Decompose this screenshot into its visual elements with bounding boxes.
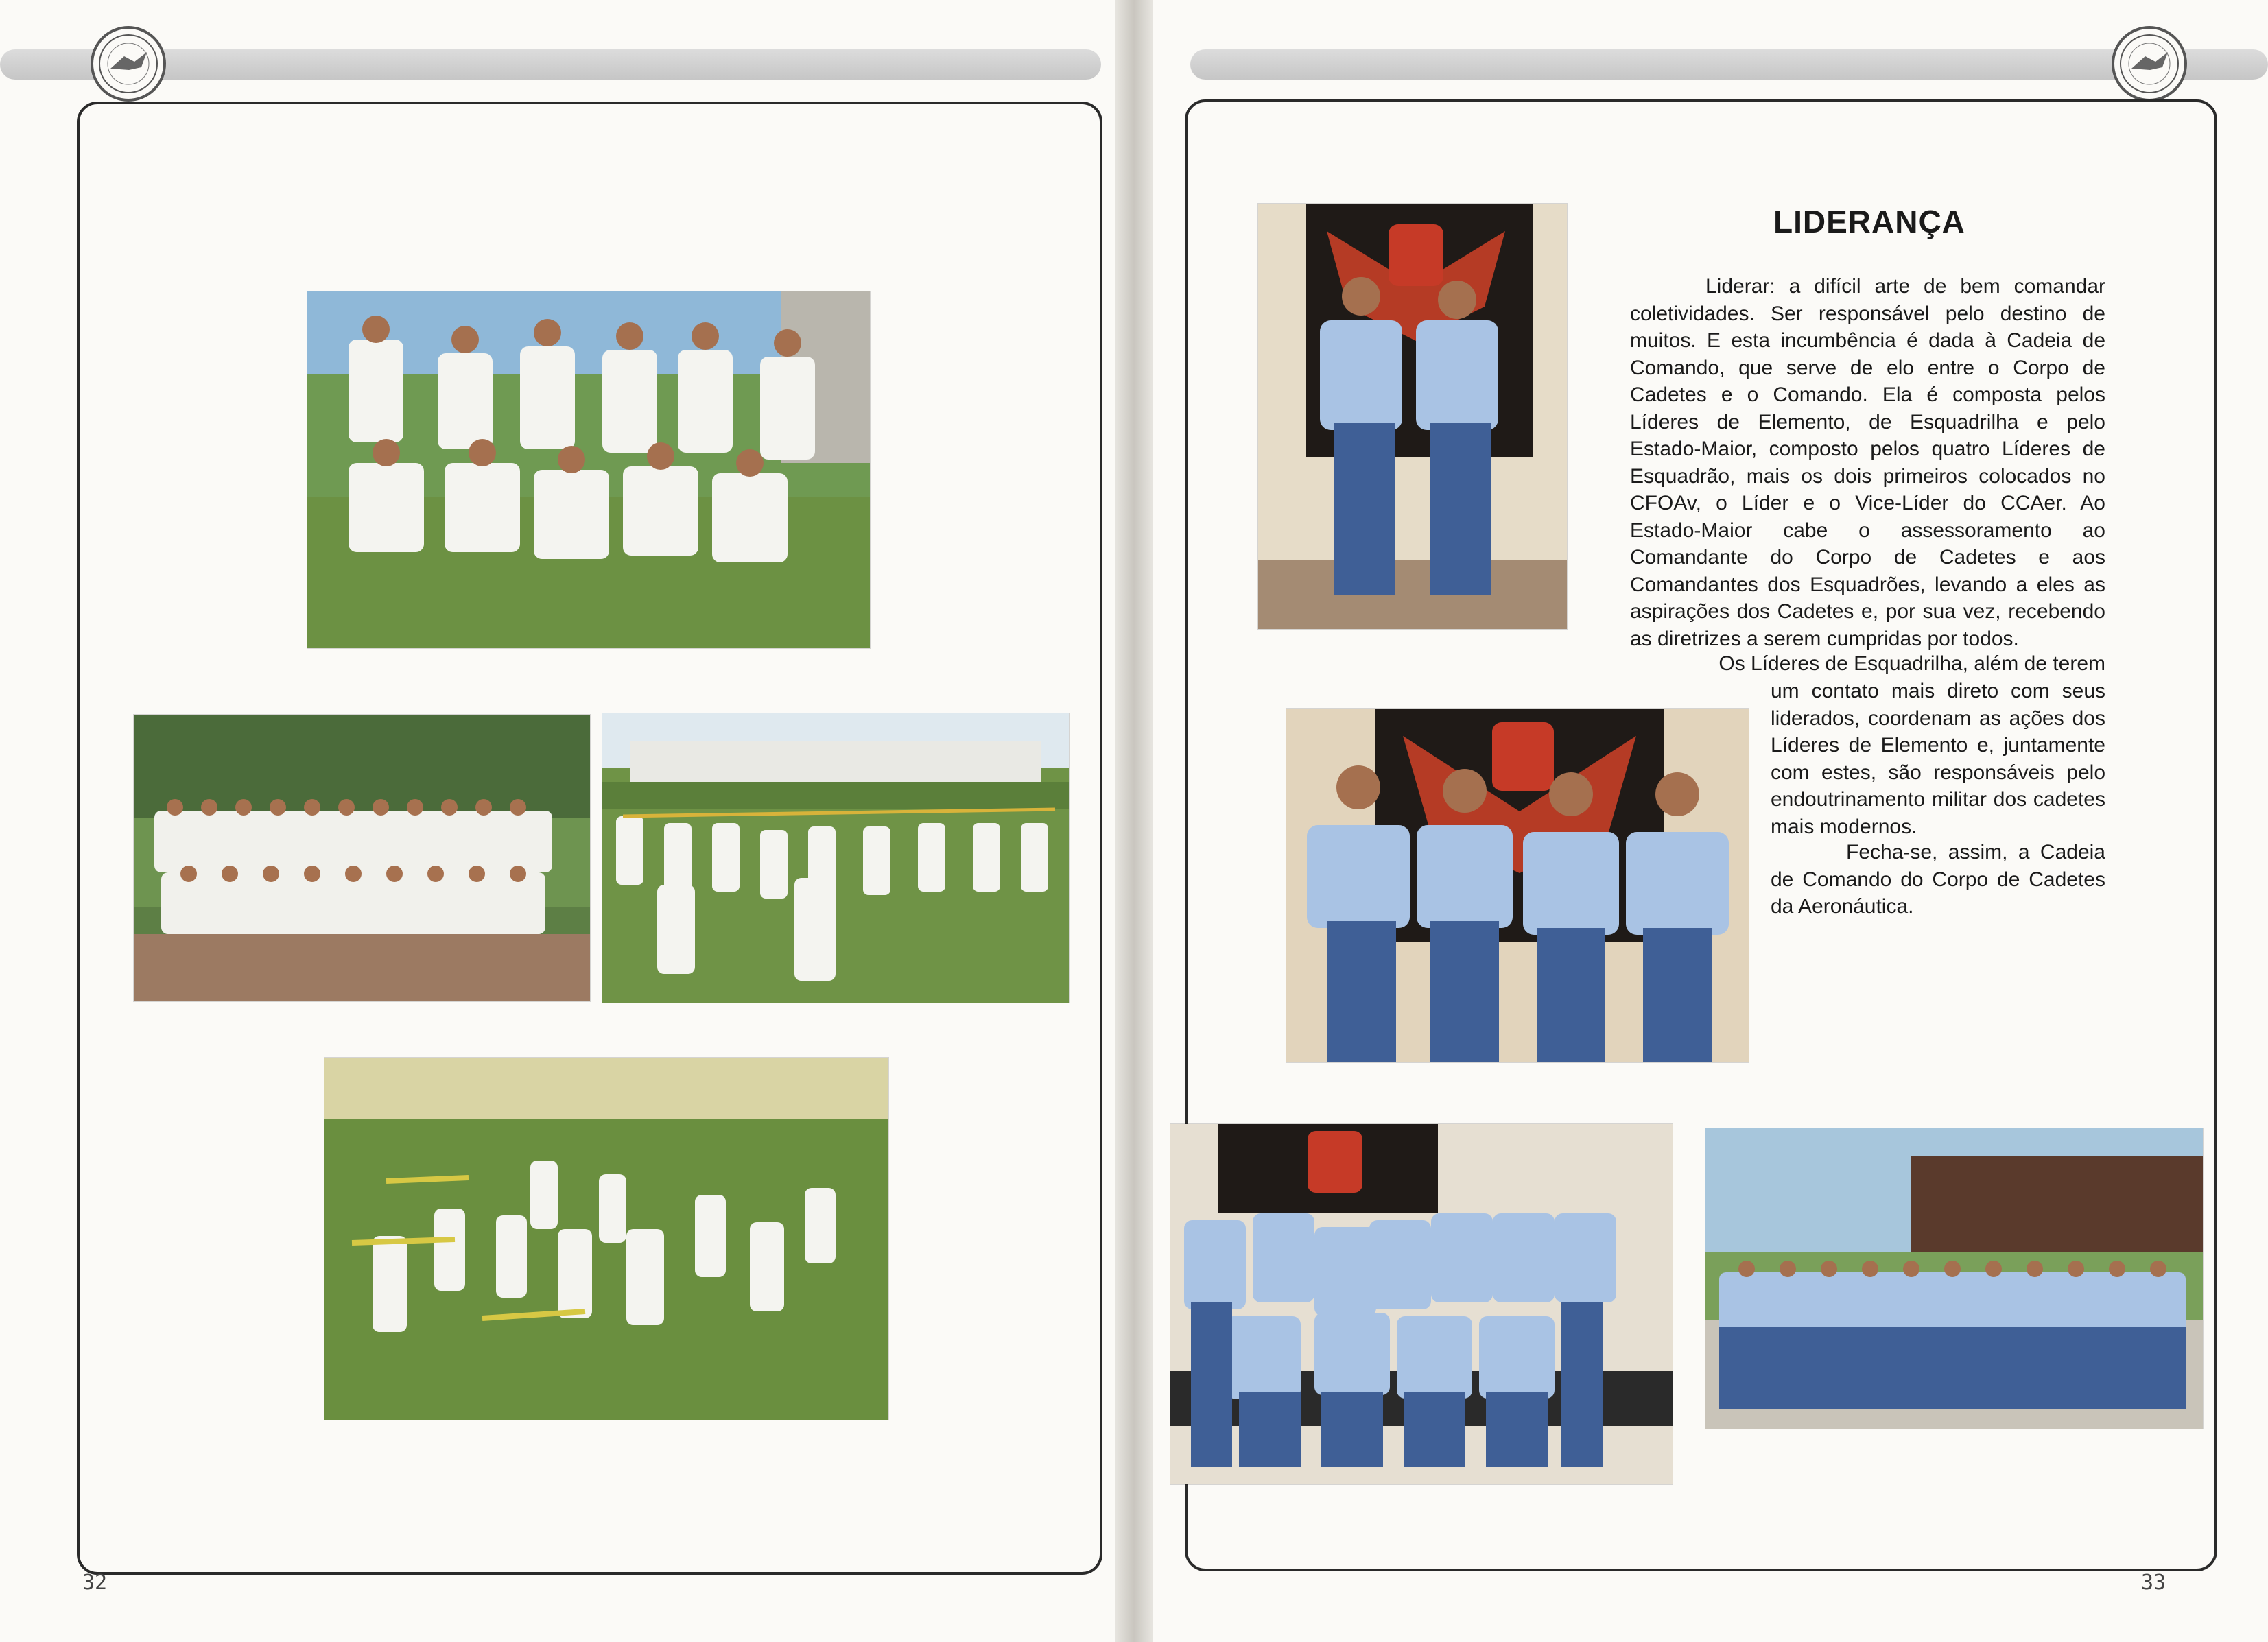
article-paragraph-2-body-text: um contato mais direto com seus liderados, coordenam as ações dos Líderes de Elemento e, juntamente com estes, são responsáveis pelo endoutrinamento militar dos cadetes mais modernos. [1771,680,2105,838]
article-paragraph-3-text: Fecha-se, assim, a Cadeia de Comando do Corpo de Cadetes da Aeronáutica. [1771,841,2105,918]
article-paragraph-3 [1771,839,2105,920]
article-paragraph-2-lead-text: Os Líderes de Esquadrilha, além de terem [1718,652,2105,675]
article-paragraph-2-lead [1705,650,2105,678]
photo-squadron-outdoors [1705,1128,2203,1429]
right-header-bar [1190,49,2268,80]
page-number-right: 33 [2141,1571,2166,1595]
left-page [0,0,1115,1642]
photo-two-cadets [1258,204,1567,629]
photo-team-posed [307,291,870,648]
article-title: LIDERANÇA [1773,204,1965,239]
right-page [1153,0,2268,1642]
academy-seal-icon [2112,26,2187,102]
book-spine [1115,0,1153,1642]
article-paragraph-2-body [1771,678,2105,840]
photo-four-cadets [1286,709,1749,1062]
academy-seal-icon [91,26,166,102]
page-number-left: 32 [82,1571,108,1595]
photo-exercise-bars [602,713,1069,1003]
article-paragraph-1 [1630,273,2105,652]
photo-group-track [134,715,590,1001]
photo-field-exercise [324,1058,888,1420]
photo-staff-group [1170,1124,1673,1484]
article-paragraph-1-text: Liderar: a difícil arte de bem comandar coletividades. Ser responsável pelo destino de muitos. E esta incumbência é dada à Cadeia de Comando, que serve de elo entre o Corpo de Cadetes e o Comando. Ela é composta pelos Líderes de Elemento, de Esquadrilha e pelo Estado-Maior, composto pelos quatro Líderes de Esquadrão, mais os dois primeiros colocados no CFOAv, o Líder e o Vice-Líder do CCAer. Ao Estado-Maior cabe o assessoramento ao Comandante do Corpo de Cadetes e aos Comandantes dos Esquadrões, levando a eles as aspirações dos Cadetes e, por sua vez, recebendo as diretrizes a serem cumpridas por todos. [1630,275,2105,650]
